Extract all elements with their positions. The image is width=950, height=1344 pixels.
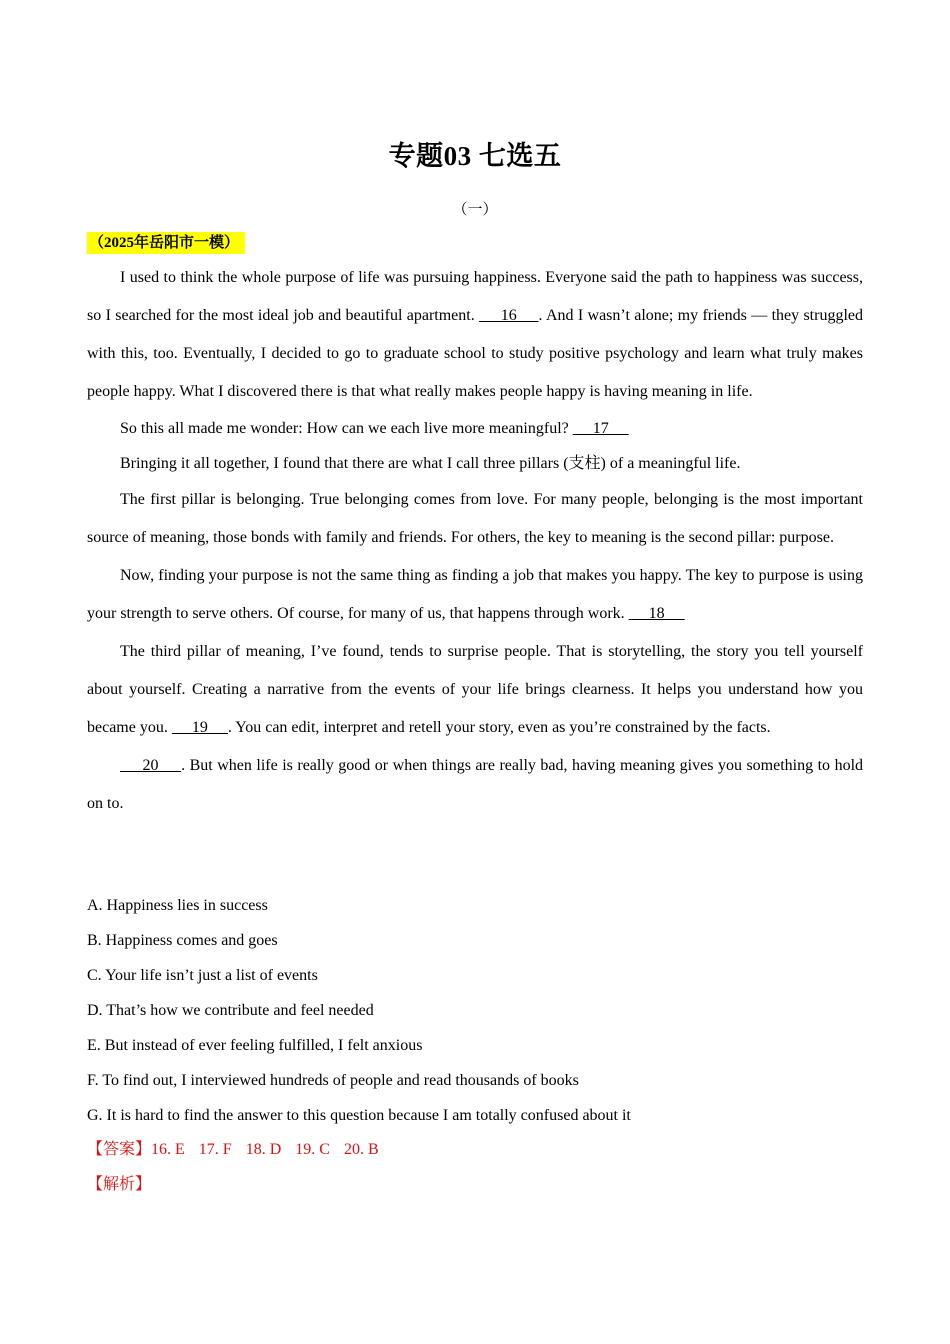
answer-17: 17. F [198, 1141, 232, 1158]
paragraph-4: The first pillar is belonging. True belonging comes from love. For many people, belonging is the most important source of meaning, those bonds with family and friends. For others, the key to meaning is the second pillar: purpose. [87, 491, 863, 546]
blank-18: 18 [628, 605, 685, 622]
answer-20: 20. B [343, 1141, 379, 1158]
answer-line [87, 1132, 393, 1167]
paragraph-5: Now, finding your purpose is not the same thing as finding a job that makes you happy. The key to purpose is using your strength to serve others. Of course, for many of us, that happens through work. 18 [87, 567, 863, 622]
answer-16: 16. E [151, 1141, 185, 1158]
source-label: （2025年岳阳市一模） [87, 232, 245, 254]
paragraph-7: 20 . But when life is really good or when things are really bad, having meaning gives you something to hold on to. [87, 757, 864, 812]
paragraph-3: Bringing it all together, I found that there are what I call three pillars (支柱) of a meaningful life. [120, 455, 741, 472]
paragraph-6: The third pillar of meaning, I’ve found, tends to surprise people. That is storytelling, the story you tell yourself about yourself. Creating a narrative from the events of your life brings clearness. It helps you understand how you became you. 19 . You can edit, interpret and retell your story, even as you’re constrained by the facts. [87, 643, 863, 736]
section-number: （一） [452, 202, 498, 218]
blank-19: 19 [171, 719, 228, 736]
reading-passage [87, 259, 863, 823]
option-d: D. That’s how we contribute and feel needed [87, 1002, 374, 1019]
option-c: C. Your life isn’t just a list of events [87, 967, 318, 984]
answer-label: 【答案】 [87, 1141, 152, 1158]
blank-16: 16 [479, 307, 539, 324]
answer-19: 19. C [295, 1141, 330, 1158]
answer-18: 18. D [245, 1141, 282, 1158]
page-title: 专题03 七选五 [388, 141, 562, 171]
analysis-label: 【解析】 [87, 1176, 152, 1193]
option-a: A. Happiness lies in success [87, 897, 268, 914]
option-g: G. It is hard to find the answer to this question because I am totally confused about it [87, 1107, 631, 1124]
paragraph-2: So this all made me wonder: How can we each live more meaningful? 17 [120, 420, 629, 437]
option-f: F. To find out, I interviewed hundreds of people and read thousands of books [87, 1072, 579, 1089]
option-b: B. Happiness comes and goes [87, 932, 278, 949]
option-list [87, 888, 863, 1133]
option-e: E. But instead of ever feeling fulfilled, I felt anxious [87, 1037, 423, 1054]
blank-20: 20 [120, 757, 182, 774]
paragraph-1: I used to think the whole purpose of life was pursuing happiness. Everyone said the path to happiness was success, so I searched for the most ideal job and beautiful apartment. 16 . And I wasn’t alone; my friends — they struggled with this, too. Eventually, I decided to go to graduate school to study positive psychology and learn what truly makes people happy. What I discovered there is that what really makes people happy is having meaning in life. [87, 269, 864, 400]
blank-17: 17 [572, 420, 629, 437]
